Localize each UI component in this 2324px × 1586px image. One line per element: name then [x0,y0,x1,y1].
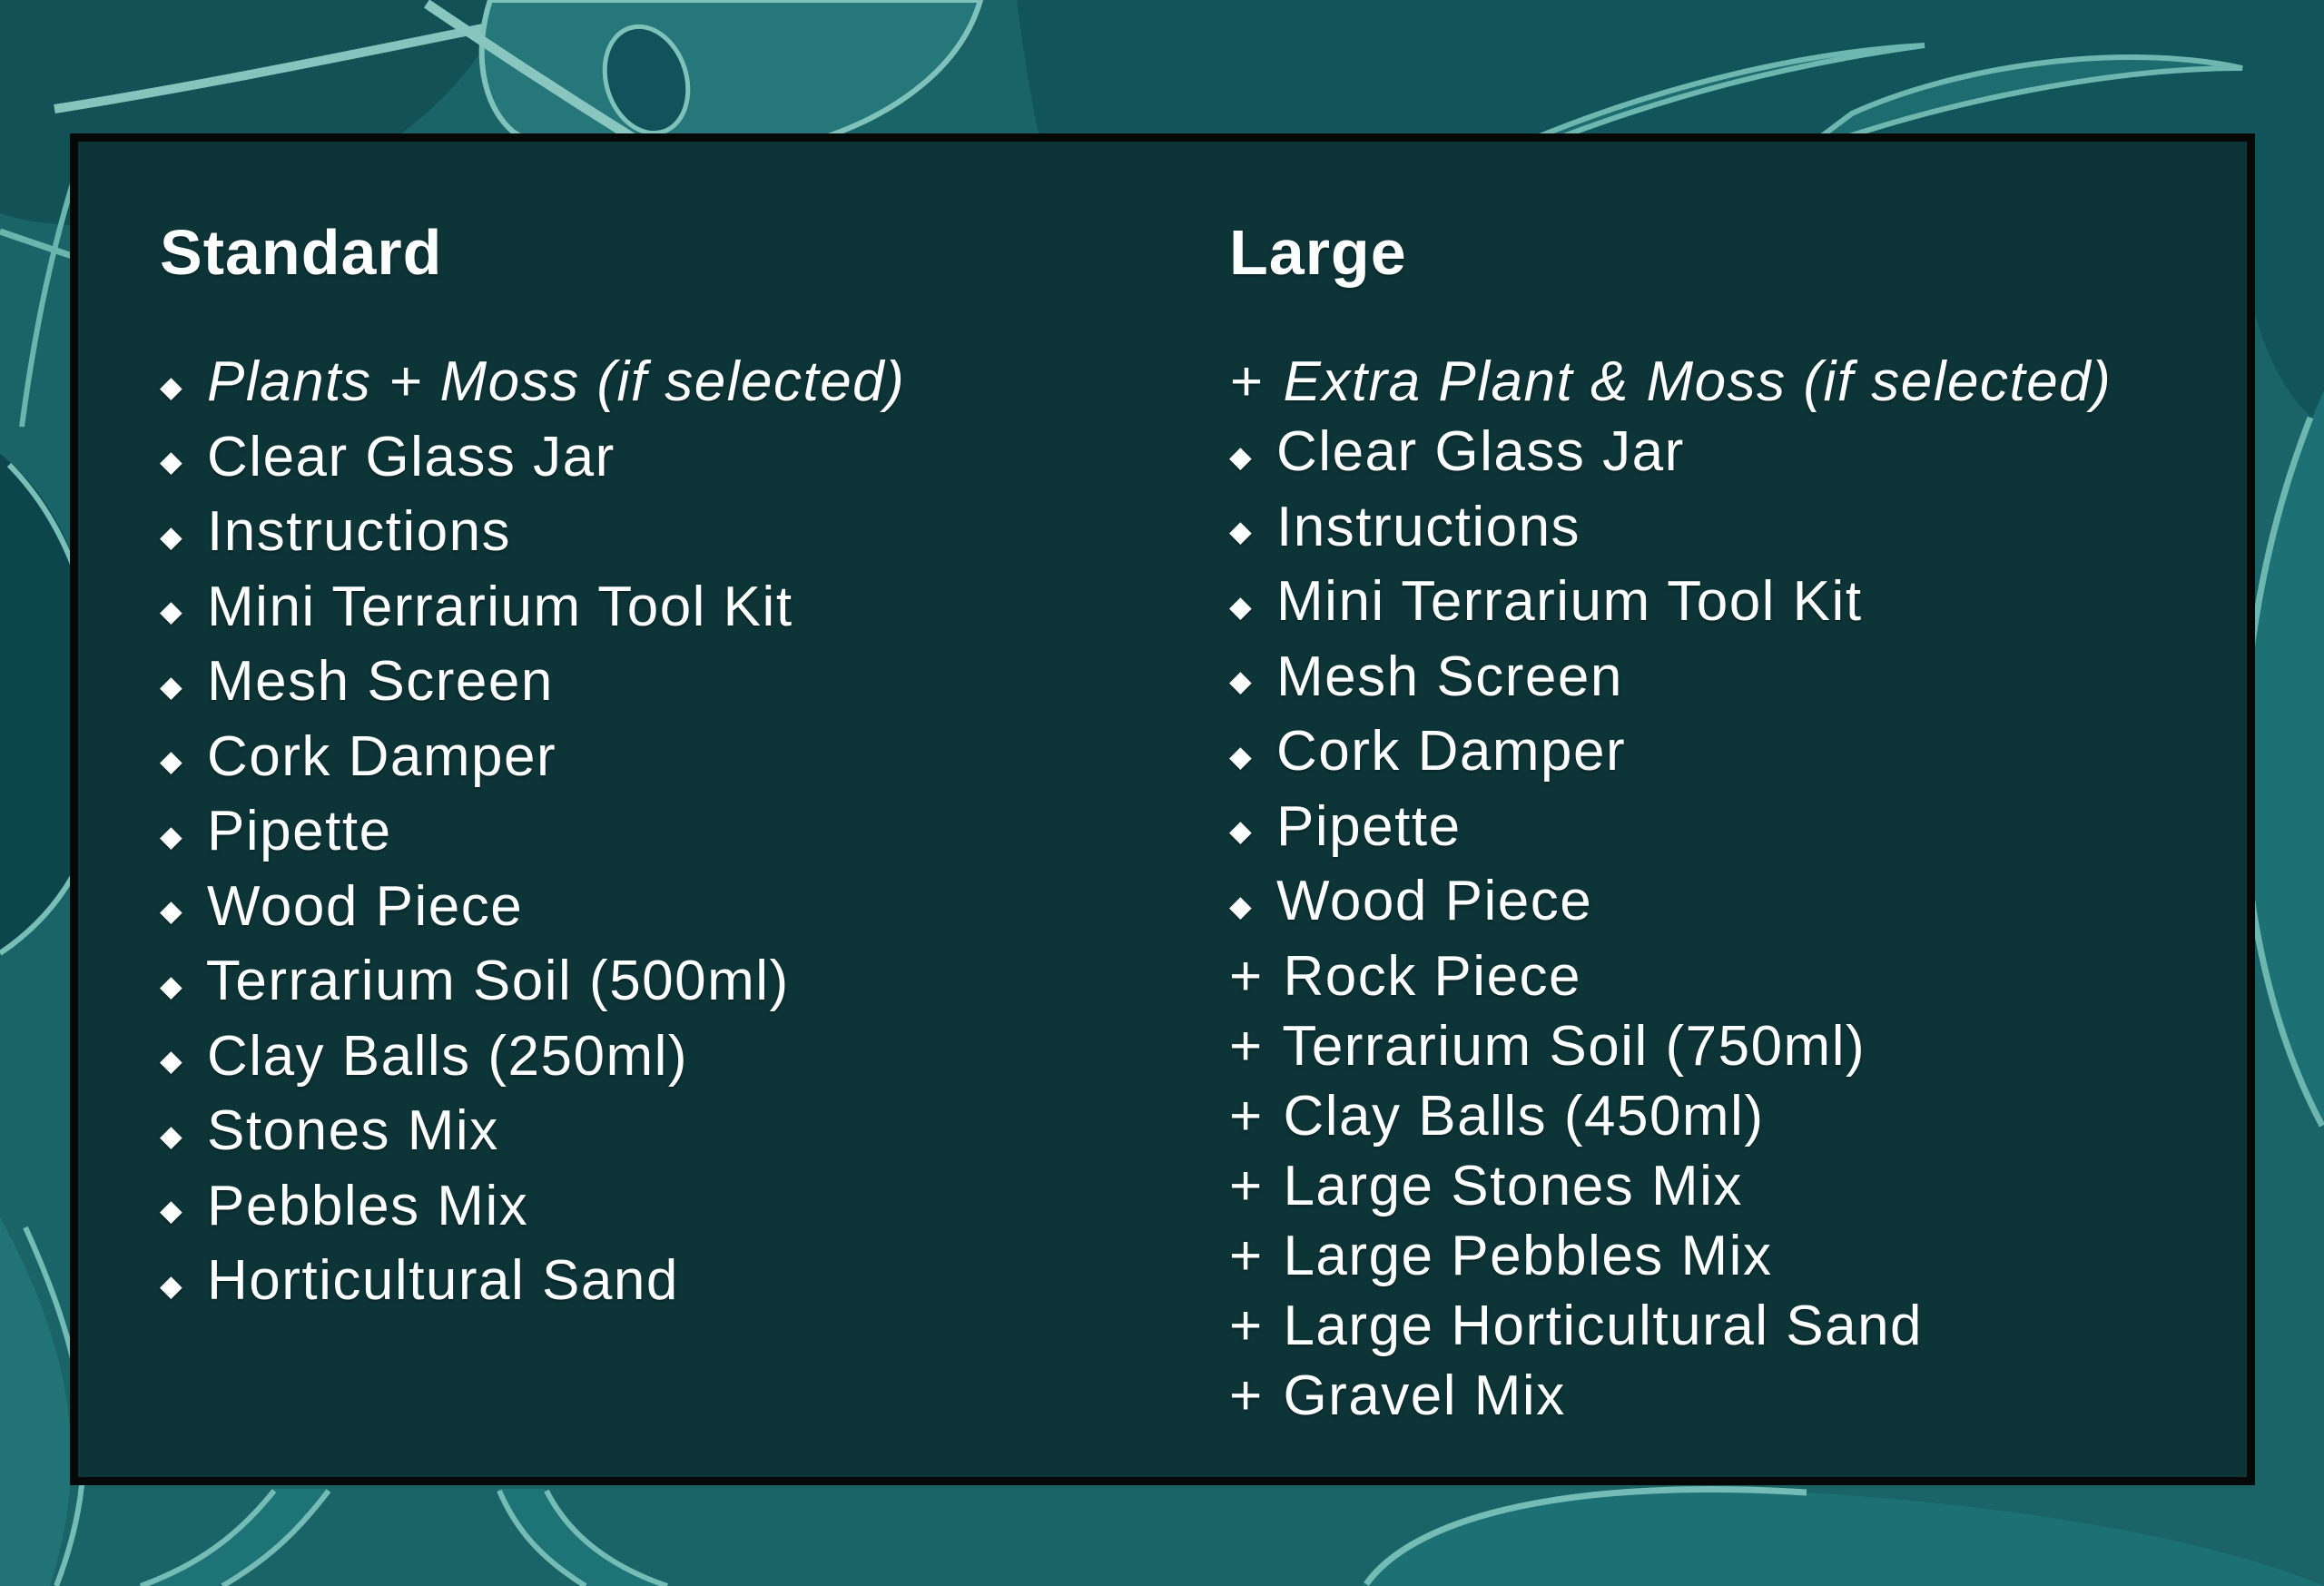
list-item [160,347,1229,422]
list-item [1229,642,2247,717]
plus-bullet-icon: + [1229,350,1264,413]
list-item-label: Large Horticultural Sand [1283,1294,1924,1357]
diamond-bullet-icon: ◆ [160,519,184,553]
list-item-label: Clear Glass Jar [207,425,615,488]
list-item-label: Pebbles Mix [207,1174,529,1237]
diamond-bullet-icon: ◆ [160,1118,184,1152]
diamond-bullet-icon: ◆ [160,744,184,777]
list-item [1229,1221,2247,1291]
list-item-label: Extra Plant & Moss (if selected) [1283,350,2112,413]
columns-container [160,214,2247,1431]
diamond-bullet-icon: ◆ [1229,589,1254,623]
list-item-label: Terrarium Soil (750ml) [1282,1014,1866,1078]
list-item-label: Clear Glass Jar [1276,420,1685,483]
diamond-bullet-icon: ◆ [1229,665,1254,697]
list-item-label: Stones Mix [207,1099,499,1162]
list-item-label: Mesh Screen [207,650,554,713]
list-item [160,796,1229,872]
list-item [1229,492,2247,567]
list-item-label: Cork Damper [1276,720,1627,783]
large-column-title: Large [1229,217,1407,288]
diamond-bullet-icon: ◆ [160,819,184,852]
plus-bullet-icon: + [1229,1364,1264,1427]
diamond-bullet-icon: ◆ [1229,814,1254,847]
list-item-label: Clay Balls (250ml) [207,1024,689,1088]
list-item-label: Pipette [1276,794,1462,858]
diamond-bullet-icon: ◆ [1229,515,1254,547]
plus-bullet-icon: + [1229,1294,1264,1357]
list-item [160,572,1229,647]
list-item-label: Plants + Moss (if selected) [207,350,906,413]
list-item [160,1021,1229,1097]
list-item-label: Cork Damper [207,724,557,788]
diamond-bullet-icon: ◆ [160,969,184,1002]
plus-bullet-icon: + [1229,1084,1264,1148]
list-item [1229,1291,2247,1361]
list-item [160,1246,1229,1321]
list-item [160,646,1229,722]
diamond-bullet-icon: ◆ [1229,439,1254,473]
diamond-bullet-icon: ◆ [160,445,184,478]
standard-column-title: Standard [160,217,443,288]
diamond-bullet-icon: ◆ [160,1044,184,1077]
diamond-bullet-icon: ◆ [160,595,184,627]
standard-column [160,214,1229,1321]
list-item-label: Wood Piece [1276,870,1593,932]
list-item [1229,1011,2247,1081]
diamond-bullet-icon: ◆ [160,1194,184,1226]
list-item [1229,566,2247,642]
list-item [1229,792,2247,867]
large-column [1229,214,2247,1431]
list-item-label: Terrarium Soil (500ml) [205,950,790,1012]
diamond-bullet-icon: ◆ [1229,889,1254,922]
list-item [160,1096,1229,1171]
diamond-bullet-icon: ◆ [160,669,184,703]
list-item [1229,716,2247,792]
list-item-label: Rock Piece [1283,944,1582,1008]
list-item-label: Wood Piece [207,874,524,938]
list-item [160,1171,1229,1246]
diamond-bullet-icon: ◆ [160,1268,184,1302]
list-item [160,946,1229,1021]
list-item-label: Mesh Screen [1276,645,1623,708]
list-item [160,722,1229,797]
list-item [160,422,1229,497]
diamond-bullet-icon: ◆ [1229,739,1254,773]
list-item-label: Pipette [207,800,392,862]
plus-bullet-icon: + [1229,1014,1264,1078]
list-item-label: Instructions [207,500,512,563]
list-item [1229,347,2247,417]
kit-contents-panel [70,133,2255,1485]
plus-bullet-icon: + [1229,1154,1264,1217]
list-item-label: Instructions [1276,495,1581,558]
list-item-label: Gravel Mix [1283,1364,1566,1427]
list-item [1229,417,2247,492]
list-item [160,872,1229,947]
list-item [1229,1081,2247,1151]
list-item-label: Large Stones Mix [1283,1154,1743,1217]
plus-bullet-icon: + [1229,1224,1264,1287]
list-item-label: Clay Balls (450ml) [1283,1084,1765,1148]
diamond-bullet-icon: ◆ [160,894,184,927]
list-item-label: Mini Terrarium Tool Kit [1276,570,1863,633]
plus-bullet-icon: + [1229,944,1264,1008]
list-item [1229,941,2247,1011]
list-item-label: Horticultural Sand [207,1249,679,1312]
list-item [1229,1151,2247,1221]
standard-items-list [160,347,1229,1321]
large-items-list [1229,347,2247,1431]
diamond-bullet-icon: ◆ [160,369,184,403]
list-item-label: Mini Terrarium Tool Kit [207,575,793,638]
list-item [1229,866,2247,941]
list-item [160,497,1229,572]
list-item-label: Large Pebbles Mix [1283,1224,1773,1287]
list-item [1229,1361,2247,1431]
